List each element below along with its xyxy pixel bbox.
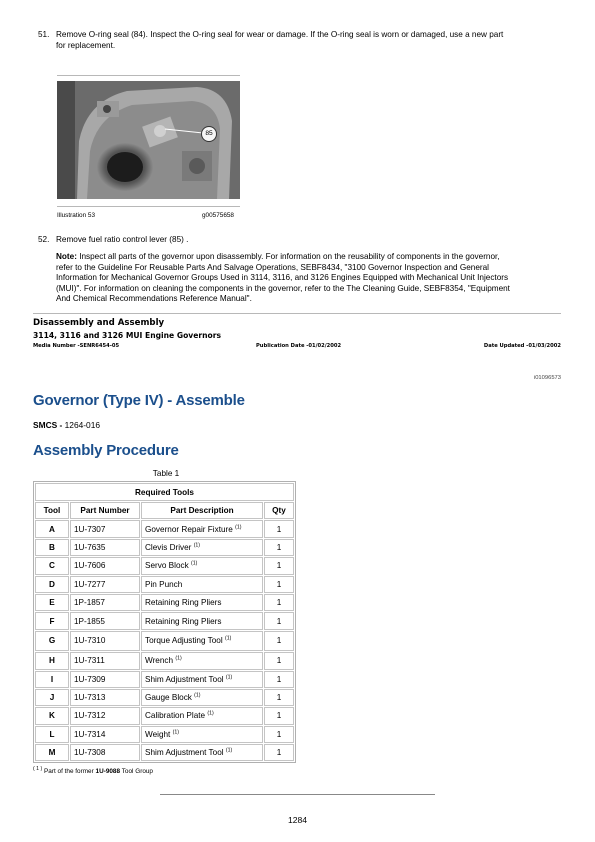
table-row xyxy=(35,671,294,688)
footnote-ref: (1) xyxy=(225,747,233,754)
date-updated: Date Updated -01/03/2002 xyxy=(483,343,561,349)
tool-cell: B xyxy=(35,539,69,556)
note-block xyxy=(56,252,576,305)
part-description-cell: Gauge Block $^{(1)}$ xyxy=(141,689,263,706)
tool-cell: J xyxy=(35,689,69,706)
required-tools-table xyxy=(33,481,296,763)
note-line: refer to the Guideline For Reusable Parts And Salvage Operations, SEBF8434, "3100 Governor Inspection and General xyxy=(56,262,490,272)
part-description-cell: Wrench $^{(1)}$ xyxy=(141,652,263,669)
illustration-label: Illustration 53 xyxy=(57,212,96,219)
part-number-cell: 1U-7313 xyxy=(70,689,140,706)
tool-cell: I xyxy=(35,671,69,688)
media-number: Media Number -SENR6454-05 xyxy=(33,343,120,349)
part-number-cell: 1P-1855 xyxy=(70,612,140,629)
table-row xyxy=(35,557,294,574)
part-number-cell: 1U-7314 xyxy=(70,726,140,743)
qty-cell: 1 xyxy=(264,612,294,629)
qty-cell: 1 xyxy=(264,520,294,537)
table-caption: Table 1 xyxy=(152,469,180,478)
qty-cell: 1 xyxy=(264,539,294,556)
part-number-cell: 1U-7309 xyxy=(70,671,140,688)
table-title: Required Tools xyxy=(35,483,294,501)
footnote-ref: (1) xyxy=(172,729,179,736)
section-heading: Assembly Procedure xyxy=(33,442,179,459)
footnote-ref: (1) xyxy=(235,523,242,530)
footnote-ref: (1) xyxy=(193,542,201,549)
part-number-cell: 1U-7606 xyxy=(70,557,140,574)
part-number-cell: 1U-7635 xyxy=(70,539,140,556)
note-label: Note: xyxy=(56,252,77,261)
section-subtitle: 3114, 3116 and 3126 MUI Engine Governors xyxy=(33,331,222,340)
illustration-code: g00575658 xyxy=(202,212,234,219)
qty-cell: 1 xyxy=(264,689,294,706)
table-row xyxy=(35,520,294,537)
part-description-cell: Shim Adjustment Tool $^{(1)}$ xyxy=(141,671,263,688)
section-rule xyxy=(33,313,561,314)
qty-cell: 1 xyxy=(264,744,294,761)
table-row xyxy=(35,707,294,724)
qty-cell: 1 xyxy=(264,557,294,574)
part-description-cell: Retaining Ring Pliers xyxy=(141,594,263,611)
qty-cell: 1 xyxy=(264,594,294,611)
column-header-part-number: Part Number xyxy=(70,502,140,519)
step-text: Remove fuel ratio control lever (85) . xyxy=(56,235,189,244)
table-row xyxy=(35,726,294,743)
part-number-cell: 1U-7312 xyxy=(70,707,140,724)
step-51 xyxy=(38,29,578,53)
step-text-line: Remove O-ring seal (84). Inspect the O-ring seal for wear or damage. If the O-ring seal is worn or damaged, use a new part xyxy=(56,30,504,39)
tool-cell: M xyxy=(35,744,69,761)
illustration-top-rule xyxy=(57,75,240,76)
part-number-cell: 1U-7310 xyxy=(70,631,140,651)
table-row xyxy=(35,594,294,611)
part-description-cell: Governor Repair Fixture $^{(1)}$ xyxy=(141,520,263,537)
part-number-cell: 1U-7308 xyxy=(70,744,140,761)
callout-85: 85 xyxy=(201,126,217,142)
footnote-ref: (1) xyxy=(175,655,182,662)
tool-cell: L xyxy=(35,726,69,743)
qty-cell: 1 xyxy=(264,707,294,724)
footnote-ref: (1) xyxy=(224,635,232,642)
publication-date: Publication Date -01/02/2002 xyxy=(256,343,342,349)
illustration-bottom-rule xyxy=(57,206,240,207)
table-footnote xyxy=(33,765,153,775)
tool-cell: G xyxy=(35,631,69,651)
note-line: Inspect all parts of the governor upon disassembly. For information on the reusability of components in the governor, xyxy=(79,252,500,261)
note-line: Information for Mechanical Governor Groups Used in 3114, 3116, and 3126 Engines Equipped with Mechanical Unit Injectors xyxy=(56,273,509,283)
footnote-mark: ( 1 ) xyxy=(33,765,43,772)
footnote-text-end: Tool Group xyxy=(121,768,153,775)
part-description-cell: Torque Adjusting Tool $^{(1)}$ xyxy=(141,631,263,651)
tool-cell: D xyxy=(35,576,69,593)
smcs-label: SMCS - xyxy=(33,420,63,430)
part-description-cell: Retaining Ring Pliers xyxy=(141,612,263,629)
table-row xyxy=(35,652,294,669)
footnote-ref: (1) xyxy=(190,560,198,567)
part-description-cell: Shim Adjustment Tool $^{(1)}$ xyxy=(141,744,263,761)
qty-cell: 1 xyxy=(264,671,294,688)
step-52 xyxy=(38,234,578,246)
part-description-cell: Pin Punch xyxy=(141,576,263,593)
part-description-cell: Servo Block $^{(1)}$ xyxy=(141,557,263,574)
table-row xyxy=(35,631,294,651)
footnote-ref: (1) xyxy=(207,710,214,717)
tool-cell: K xyxy=(35,707,69,724)
footnote-ref: (1) xyxy=(225,673,233,680)
footnote-ref: (1) xyxy=(194,692,201,699)
document-id: i01096573 xyxy=(533,375,561,381)
illustration-photo xyxy=(57,81,240,199)
column-header-tool: Tool xyxy=(35,502,69,519)
note-line: (MUI)". For information on cleaning the components in the governor, refer to the The Cleaning Guide, SEBF8354, "Equipment xyxy=(56,283,510,293)
part-description-cell: Calibration Plate $^{(1)}$ xyxy=(141,707,263,724)
step-text-line: for replacement. xyxy=(56,41,116,50)
tool-cell: A xyxy=(35,520,69,537)
step-number: 52. xyxy=(38,235,50,244)
footnote-part: 1U-9088 xyxy=(95,768,121,775)
footnote-text: Part of the former xyxy=(44,768,94,775)
table-row xyxy=(35,744,294,761)
part-number-cell: 1U-7307 xyxy=(70,520,140,537)
footer-rule xyxy=(160,794,435,795)
tool-cell: E xyxy=(35,594,69,611)
smcs-line xyxy=(33,420,100,430)
qty-cell: 1 xyxy=(264,631,294,651)
table-row xyxy=(35,539,294,556)
column-header-part-description: Part Description xyxy=(141,502,263,519)
table-row xyxy=(35,576,294,593)
qty-cell: 1 xyxy=(264,652,294,669)
step-number: 51. xyxy=(38,30,50,39)
page-title: Governor (Type IV) - Assemble xyxy=(33,392,245,409)
page-number: 1284 xyxy=(287,815,308,825)
table-row xyxy=(35,612,294,629)
qty-cell: 1 xyxy=(264,576,294,593)
smcs-value: 1264-016 xyxy=(64,420,101,430)
column-header-qty: Qty xyxy=(264,502,294,519)
table-row xyxy=(35,689,294,706)
qty-cell: 1 xyxy=(264,726,294,743)
tool-cell: H xyxy=(35,652,69,669)
part-number-cell: 1P-1857 xyxy=(70,594,140,611)
note-line: And Chemical Recommendations Reference Manual". xyxy=(56,294,252,304)
tool-cell: F xyxy=(35,612,69,629)
section-title: Disassembly and Assembly xyxy=(33,318,165,328)
part-description-cell: Weight $^{(1)}$ xyxy=(141,726,263,743)
part-number-cell: 1U-7311 xyxy=(70,652,140,669)
part-description-cell: Clevis Driver $^{(1)}$ xyxy=(141,539,263,556)
tool-cell: C xyxy=(35,557,69,574)
part-number-cell: 1U-7277 xyxy=(70,576,140,593)
